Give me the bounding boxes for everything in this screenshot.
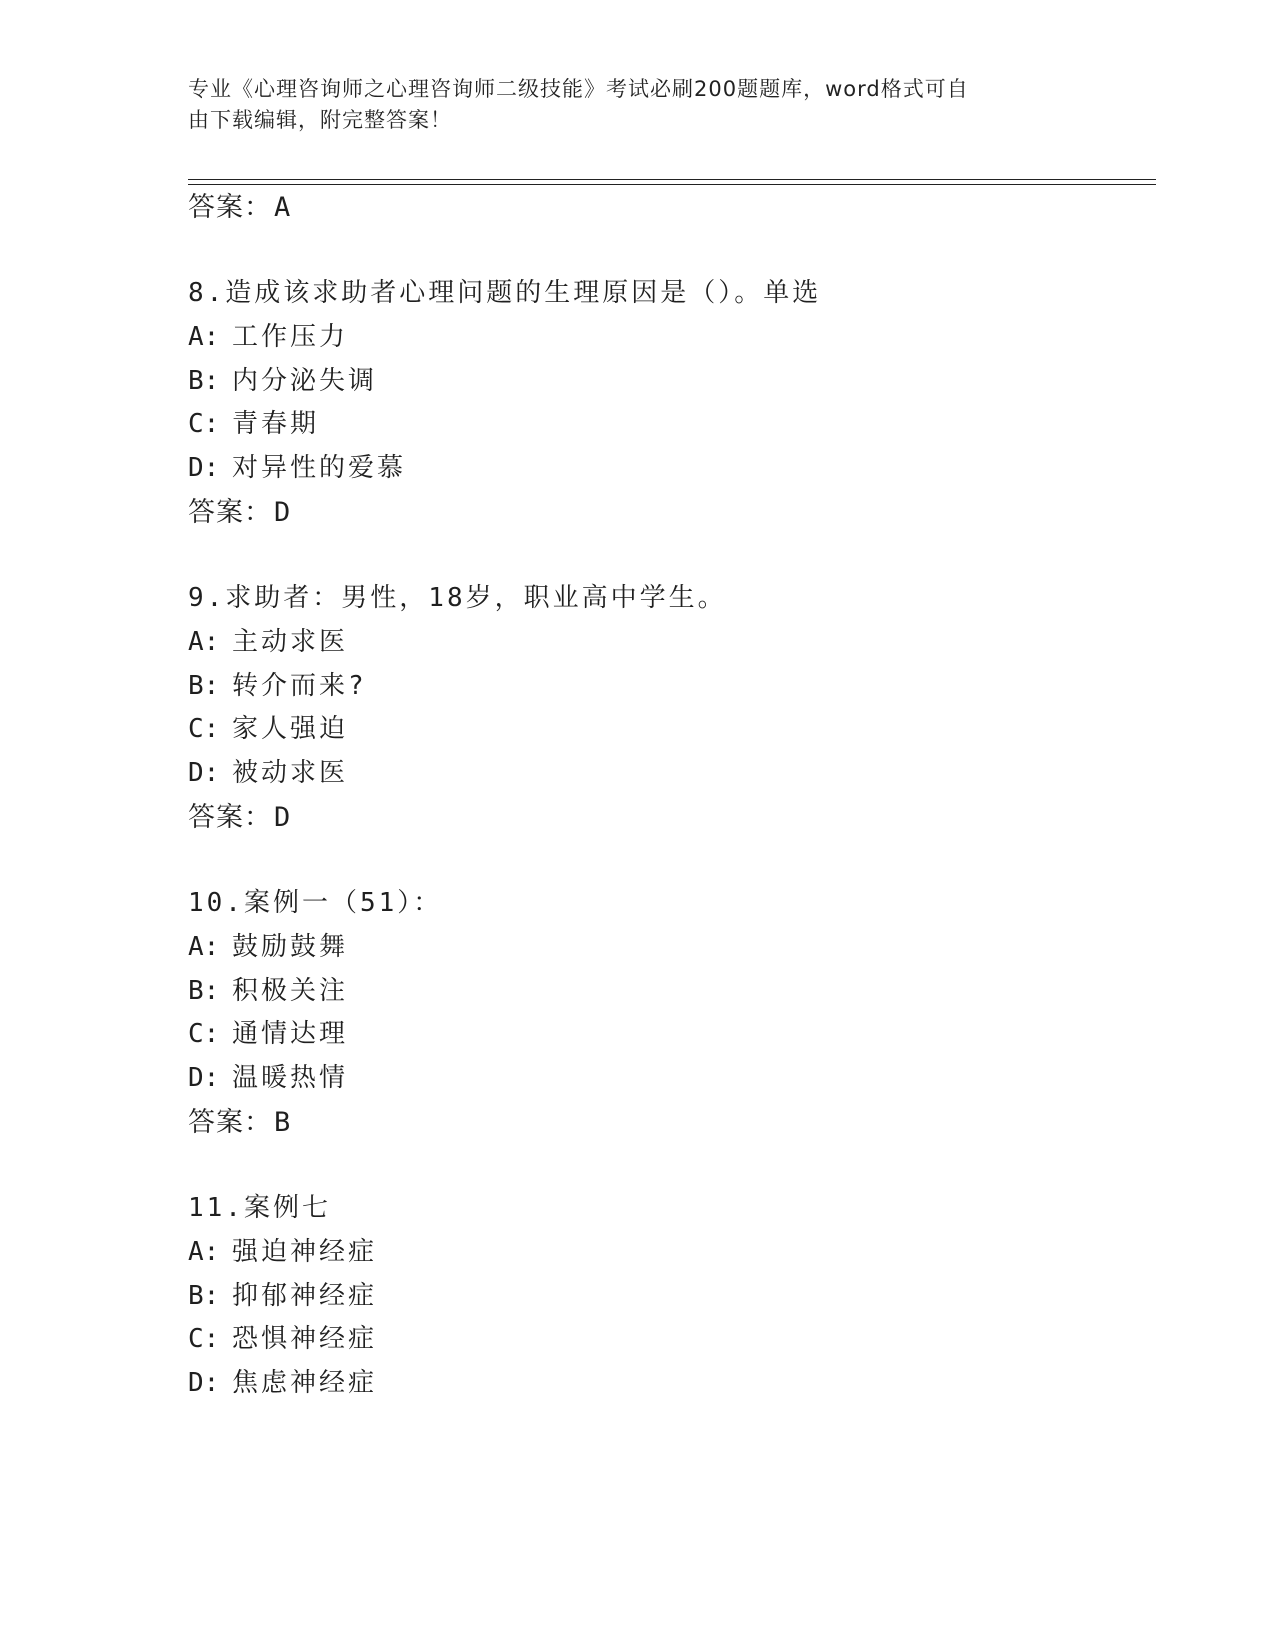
option-text: 鼓励鼓舞 xyxy=(232,932,349,962)
option-text: 工作压力 xyxy=(232,322,349,352)
q10-answer xyxy=(188,1106,291,1140)
option-key: A: xyxy=(188,627,220,657)
option-key: D: xyxy=(188,1063,220,1093)
q10-option-a xyxy=(188,930,348,964)
option-key: A: xyxy=(188,1237,220,1267)
option-text: 抑郁神经症 xyxy=(232,1281,378,1311)
answer-label: 答案： xyxy=(188,1107,272,1138)
option-key: D: xyxy=(188,1368,220,1398)
option-key: C: xyxy=(188,1324,220,1354)
q9-option-d xyxy=(188,756,348,790)
answer-label: 答案： xyxy=(188,192,272,223)
option-key: B: xyxy=(188,976,220,1006)
option-text: 被动求医 xyxy=(232,758,349,788)
q9-answer xyxy=(188,801,291,835)
q9-option-c xyxy=(188,712,348,746)
option-text: 通情达理 xyxy=(232,1019,349,1049)
option-key: D: xyxy=(188,453,220,483)
option-key: A: xyxy=(188,322,220,352)
q8-option-a xyxy=(188,320,348,354)
answer-value: A xyxy=(274,192,292,223)
q8-option-d xyxy=(188,451,406,485)
q9-question: 9.求助者：男性，18岁，职业高中学生。 xyxy=(188,583,727,613)
option-key: A: xyxy=(188,932,220,962)
answer-value: D xyxy=(274,497,292,528)
q11-option-a xyxy=(188,1235,377,1269)
option-text: 对异性的爱慕 xyxy=(232,453,407,483)
q7-answer xyxy=(188,191,291,225)
document-header xyxy=(188,74,1068,136)
q9-option-b xyxy=(188,669,367,703)
header-divider-bottom xyxy=(188,184,1156,185)
option-key: C: xyxy=(188,409,220,439)
q11-question: 11.案例七 xyxy=(188,1193,331,1223)
option-text: 转介而来? xyxy=(232,671,367,701)
q10-option-c xyxy=(188,1017,348,1051)
header-divider-top xyxy=(188,179,1156,180)
q10-option-d xyxy=(188,1061,348,1095)
option-key: B: xyxy=(188,671,220,701)
option-key: C: xyxy=(188,1019,220,1049)
option-text: 内分泌失调 xyxy=(232,366,378,396)
q8-answer xyxy=(188,496,291,530)
q11-option-c xyxy=(188,1322,377,1356)
option-key: B: xyxy=(188,1281,220,1311)
q10-option-b xyxy=(188,974,348,1008)
q8-option-c xyxy=(188,407,319,441)
header-line-1: 专业《心理咨询师之心理咨询师二级技能》考试必刷200题题库，word格式可自 xyxy=(188,77,969,101)
option-text: 积极关注 xyxy=(232,976,349,1006)
option-text: 强迫神经症 xyxy=(232,1237,378,1267)
option-key: C: xyxy=(188,714,220,744)
option-text: 青春期 xyxy=(232,409,320,439)
option-text: 温暖热情 xyxy=(232,1063,349,1093)
q9-option-a xyxy=(188,625,348,659)
answer-value: D xyxy=(274,802,292,833)
answer-value: B xyxy=(274,1107,292,1138)
q8-option-b xyxy=(188,364,377,398)
option-text: 主动求医 xyxy=(232,627,349,657)
q10-question: 10.案例一（51）： xyxy=(188,888,443,918)
header-line-2: 由下载编辑，附完整答案！ xyxy=(188,108,452,132)
option-text: 恐惧神经症 xyxy=(232,1324,378,1354)
answer-label: 答案： xyxy=(188,802,272,833)
option-key: D: xyxy=(188,758,220,788)
answer-label: 答案： xyxy=(188,497,272,528)
q11-option-d xyxy=(188,1366,377,1400)
option-key: B: xyxy=(188,366,220,396)
q8-question: 8.造成该求助者心理问题的生理原因是（）。单选 xyxy=(188,278,822,308)
option-text: 焦虑神经症 xyxy=(232,1368,378,1398)
q11-option-b xyxy=(188,1279,377,1313)
option-text: 家人强迫 xyxy=(232,714,349,744)
